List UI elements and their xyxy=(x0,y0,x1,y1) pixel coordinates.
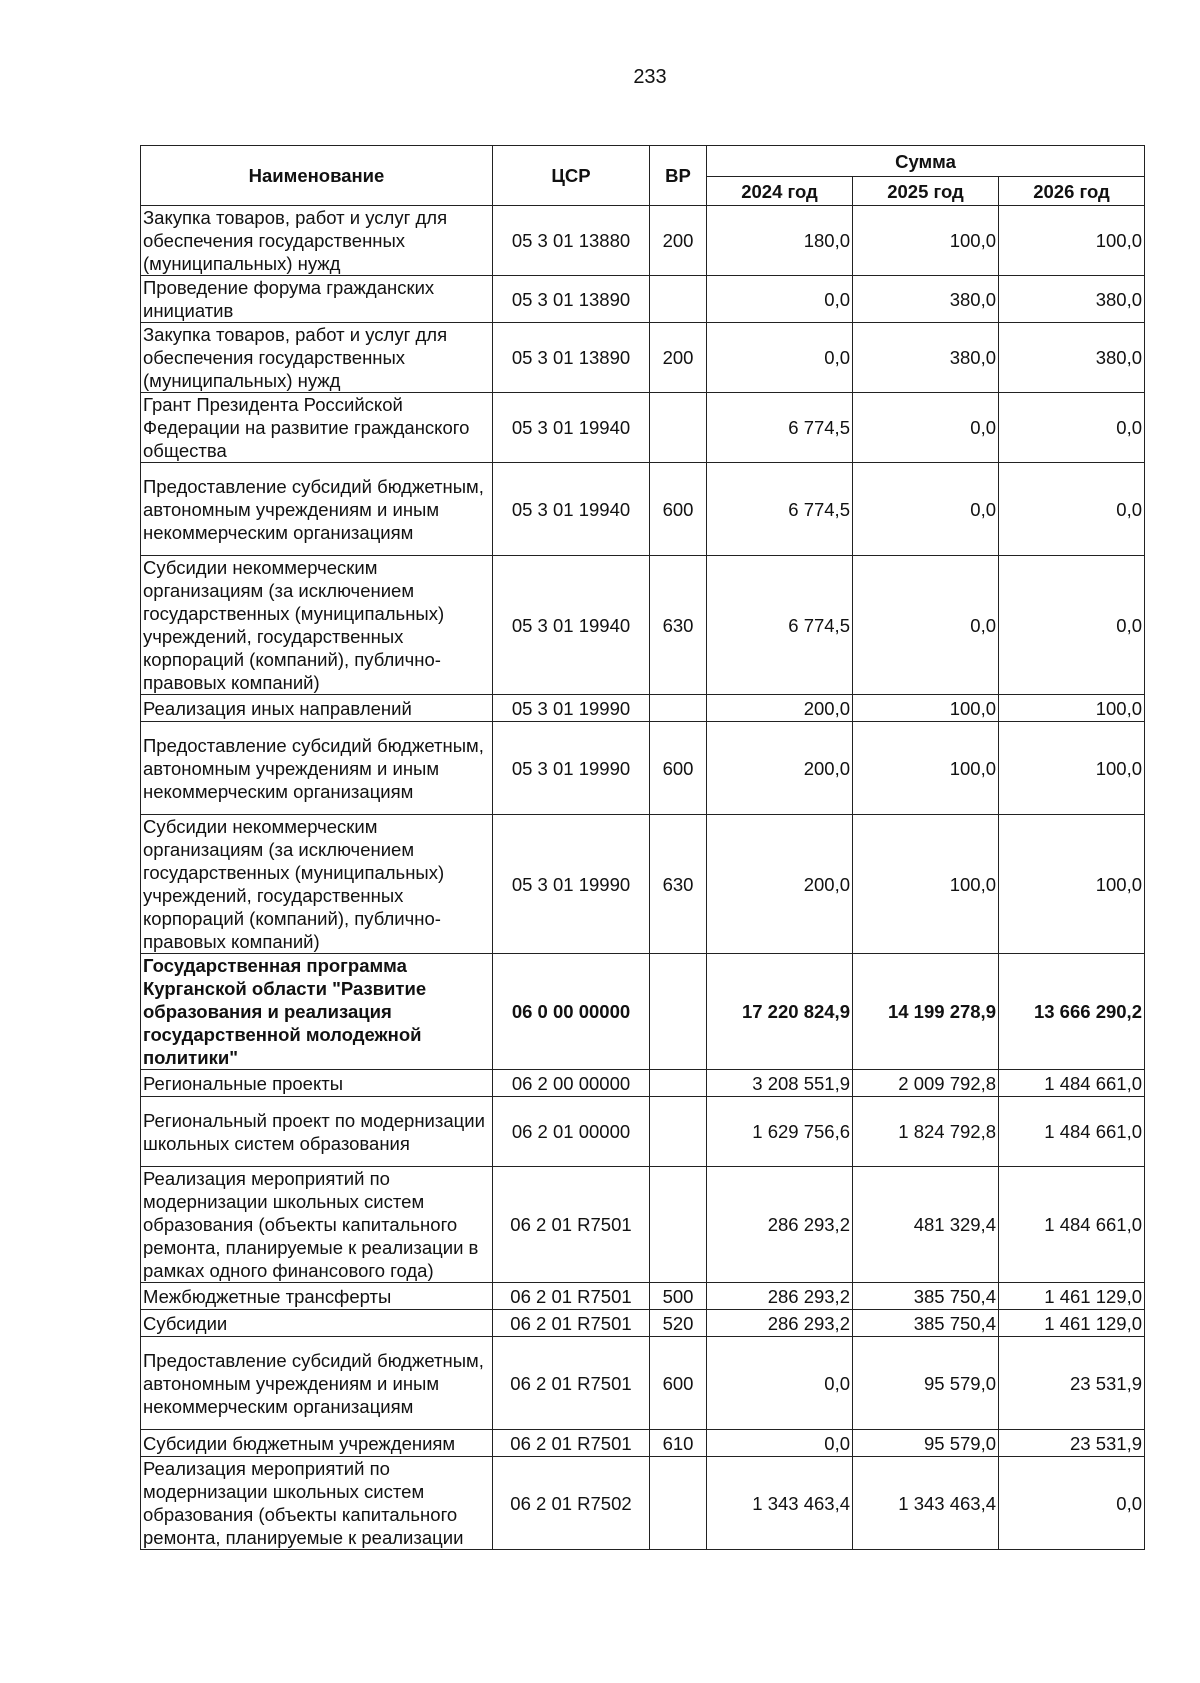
row-csr-cell: 06 2 00 00000 xyxy=(493,1070,650,1097)
row-csr-cell: 05 3 01 19990 xyxy=(493,695,650,722)
table-row xyxy=(141,1097,1145,1167)
row-vr-cell: 520 xyxy=(650,1310,707,1337)
row-name-cell: Предоставление субсидий бюджетным, автономным учреждениям и иным некоммерческим организациям xyxy=(141,722,493,815)
row-vr-cell: 500 xyxy=(650,1283,707,1310)
header-2024: 2024 год xyxy=(707,177,853,206)
row-csr-cell: 06 2 01 00000 xyxy=(493,1097,650,1167)
row-name-cell: Субсидии бюджетным учреждениям xyxy=(141,1430,493,1457)
row-name-cell: Субсидии некоммерческим организациям (за исключением государственных (муниципальных) учреждений, государственных корпораций (компаний), публично-правовых компаний) xyxy=(141,815,493,954)
table-row xyxy=(141,1310,1145,1337)
table-row xyxy=(141,1070,1145,1097)
row-2026-cell: 100,0 xyxy=(999,815,1145,954)
row-vr-cell xyxy=(650,1457,707,1550)
row-csr-cell: 06 2 01 R7501 xyxy=(493,1310,650,1337)
header-vr: ВР xyxy=(650,146,707,206)
row-2024-cell: 0,0 xyxy=(707,276,853,323)
table-row xyxy=(141,556,1145,695)
row-vr-cell xyxy=(650,1070,707,1097)
row-vr-cell xyxy=(650,276,707,323)
page-number: 233 xyxy=(633,66,667,88)
row-name-cell: Региональные проекты xyxy=(141,1070,493,1097)
row-csr-cell: 06 2 01 R7501 xyxy=(493,1337,650,1430)
row-csr-cell: 05 3 01 13890 xyxy=(493,323,650,393)
table-row xyxy=(141,1457,1145,1550)
row-2026-cell: 100,0 xyxy=(999,695,1145,722)
budget-table xyxy=(140,145,1145,1550)
row-name-cell: Межбюджетные трансферты xyxy=(141,1283,493,1310)
row-2025-cell: 1 343 463,4 xyxy=(853,1457,999,1550)
table-row xyxy=(141,1337,1145,1430)
row-name-cell: Субсидии некоммерческим организациям (за исключением государственных (муниципальных) учреждений, государственных корпораций (компаний), публично-правовых компаний) xyxy=(141,556,493,695)
row-name-cell: Государственная программа Курганской области "Развитие образования и реализация государственной молодежной политики" xyxy=(141,954,493,1070)
table-row xyxy=(141,1167,1145,1283)
row-vr-cell: 200 xyxy=(650,323,707,393)
row-vr-cell: 610 xyxy=(650,1430,707,1457)
table-row xyxy=(141,954,1145,1070)
row-csr-cell: 06 2 01 R7501 xyxy=(493,1283,650,1310)
table-row xyxy=(141,722,1145,815)
table-row xyxy=(141,206,1145,276)
row-csr-cell: 06 2 01 R7501 xyxy=(493,1430,650,1457)
row-2025-cell: 100,0 xyxy=(853,206,999,276)
row-csr-cell: 06 0 00 00000 xyxy=(493,954,650,1070)
row-name-cell: Закупка товаров, работ и услуг для обеспечения государственных (муниципальных) нужд xyxy=(141,206,493,276)
row-2026-cell: 0,0 xyxy=(999,463,1145,556)
row-2026-cell: 380,0 xyxy=(999,276,1145,323)
row-2024-cell: 180,0 xyxy=(707,206,853,276)
row-2026-cell: 380,0 xyxy=(999,323,1145,393)
row-2025-cell: 100,0 xyxy=(853,815,999,954)
row-2024-cell: 286 293,2 xyxy=(707,1283,853,1310)
row-2024-cell: 3 208 551,9 xyxy=(707,1070,853,1097)
row-2026-cell: 100,0 xyxy=(999,722,1145,815)
row-csr-cell: 06 2 01 R7502 xyxy=(493,1457,650,1550)
header-name: Наименование xyxy=(141,146,493,206)
table-row xyxy=(141,393,1145,463)
row-csr-cell: 05 3 01 19990 xyxy=(493,722,650,815)
table-row xyxy=(141,815,1145,954)
table-row xyxy=(141,463,1145,556)
row-vr-cell: 200 xyxy=(650,206,707,276)
row-name-cell: Реализация мероприятий по модернизации школьных систем образования (объекты капитального ремонта, планируемые к реализации в рамках одного финансового года) xyxy=(141,1167,493,1283)
row-2024-cell: 0,0 xyxy=(707,1430,853,1457)
row-2025-cell: 0,0 xyxy=(853,393,999,463)
row-2025-cell: 100,0 xyxy=(853,695,999,722)
row-2025-cell: 95 579,0 xyxy=(853,1337,999,1430)
row-2025-cell: 380,0 xyxy=(853,276,999,323)
table-row xyxy=(141,323,1145,393)
row-vr-cell xyxy=(650,393,707,463)
row-csr-cell: 05 3 01 13890 xyxy=(493,276,650,323)
row-vr-cell: 630 xyxy=(650,815,707,954)
table-body xyxy=(141,206,1145,1550)
row-name-cell: Реализация иных направлений xyxy=(141,695,493,722)
row-2024-cell: 1 629 756,6 xyxy=(707,1097,853,1167)
row-vr-cell: 600 xyxy=(650,463,707,556)
row-2025-cell: 380,0 xyxy=(853,323,999,393)
row-2024-cell: 17 220 824,9 xyxy=(707,954,853,1070)
row-vr-cell xyxy=(650,1167,707,1283)
row-2024-cell: 286 293,2 xyxy=(707,1167,853,1283)
row-name-cell: Субсидии xyxy=(141,1310,493,1337)
row-name-cell: Закупка товаров, работ и услуг для обеспечения государственных (муниципальных) нужд xyxy=(141,323,493,393)
row-2025-cell: 385 750,4 xyxy=(853,1283,999,1310)
row-2026-cell: 0,0 xyxy=(999,556,1145,695)
header-2026: 2026 год xyxy=(999,177,1145,206)
row-2024-cell: 286 293,2 xyxy=(707,1310,853,1337)
row-2026-cell: 1 461 129,0 xyxy=(999,1310,1145,1337)
row-name-cell: Предоставление субсидий бюджетным, автономным учреждениям и иным некоммерческим организациям xyxy=(141,463,493,556)
header-sum: Сумма xyxy=(707,146,1145,177)
row-2024-cell: 6 774,5 xyxy=(707,556,853,695)
row-2024-cell: 200,0 xyxy=(707,722,853,815)
row-2024-cell: 0,0 xyxy=(707,1337,853,1430)
row-2024-cell: 200,0 xyxy=(707,695,853,722)
row-vr-cell: 630 xyxy=(650,556,707,695)
table-row xyxy=(141,1283,1145,1310)
row-csr-cell: 05 3 01 19990 xyxy=(493,815,650,954)
row-vr-cell xyxy=(650,695,707,722)
row-vr-cell xyxy=(650,954,707,1070)
row-2024-cell: 0,0 xyxy=(707,323,853,393)
table-row xyxy=(141,1430,1145,1457)
row-2024-cell: 200,0 xyxy=(707,815,853,954)
row-2024-cell: 6 774,5 xyxy=(707,393,853,463)
row-2026-cell: 1 461 129,0 xyxy=(999,1283,1145,1310)
row-2026-cell: 0,0 xyxy=(999,393,1145,463)
row-name-cell: Проведение форума гражданских инициатив xyxy=(141,276,493,323)
row-vr-cell: 600 xyxy=(650,722,707,815)
row-2026-cell: 1 484 661,0 xyxy=(999,1097,1145,1167)
row-csr-cell: 05 3 01 13880 xyxy=(493,206,650,276)
row-vr-cell xyxy=(650,1097,707,1167)
row-csr-cell: 05 3 01 19940 xyxy=(493,556,650,695)
row-2025-cell: 0,0 xyxy=(853,463,999,556)
row-vr-cell: 600 xyxy=(650,1337,707,1430)
row-2025-cell: 100,0 xyxy=(853,722,999,815)
header-2025: 2025 год xyxy=(853,177,999,206)
row-2025-cell: 481 329,4 xyxy=(853,1167,999,1283)
row-name-cell: Реализация мероприятий по модернизации школьных систем образования (объекты капитального ремонта, планируемые к реализации xyxy=(141,1457,493,1550)
row-2026-cell: 1 484 661,0 xyxy=(999,1167,1145,1283)
row-name-cell: Грант Президента Российской Федерации на развитие гражданского общества xyxy=(141,393,493,463)
table-row xyxy=(141,695,1145,722)
row-2026-cell: 100,0 xyxy=(999,206,1145,276)
row-2026-cell: 23 531,9 xyxy=(999,1430,1145,1457)
row-2025-cell: 14 199 278,9 xyxy=(853,954,999,1070)
row-2025-cell: 1 824 792,8 xyxy=(853,1097,999,1167)
header-csr: ЦСР xyxy=(493,146,650,206)
row-csr-cell: 06 2 01 R7501 xyxy=(493,1167,650,1283)
row-2026-cell: 0,0 xyxy=(999,1457,1145,1550)
row-2025-cell: 95 579,0 xyxy=(853,1430,999,1457)
row-2025-cell: 2 009 792,8 xyxy=(853,1070,999,1097)
row-csr-cell: 05 3 01 19940 xyxy=(493,463,650,556)
row-2024-cell: 6 774,5 xyxy=(707,463,853,556)
row-name-cell: Региональный проект по модернизации школьных систем образования xyxy=(141,1097,493,1167)
row-name-cell: Предоставление субсидий бюджетным, автономным учреждениям и иным некоммерческим организациям xyxy=(141,1337,493,1430)
row-2025-cell: 385 750,4 xyxy=(853,1310,999,1337)
row-2026-cell: 13 666 290,2 xyxy=(999,954,1145,1070)
row-2025-cell: 0,0 xyxy=(853,556,999,695)
row-2026-cell: 23 531,9 xyxy=(999,1337,1145,1430)
row-csr-cell: 05 3 01 19940 xyxy=(493,393,650,463)
table-row xyxy=(141,276,1145,323)
row-2026-cell: 1 484 661,0 xyxy=(999,1070,1145,1097)
row-2024-cell: 1 343 463,4 xyxy=(707,1457,853,1550)
